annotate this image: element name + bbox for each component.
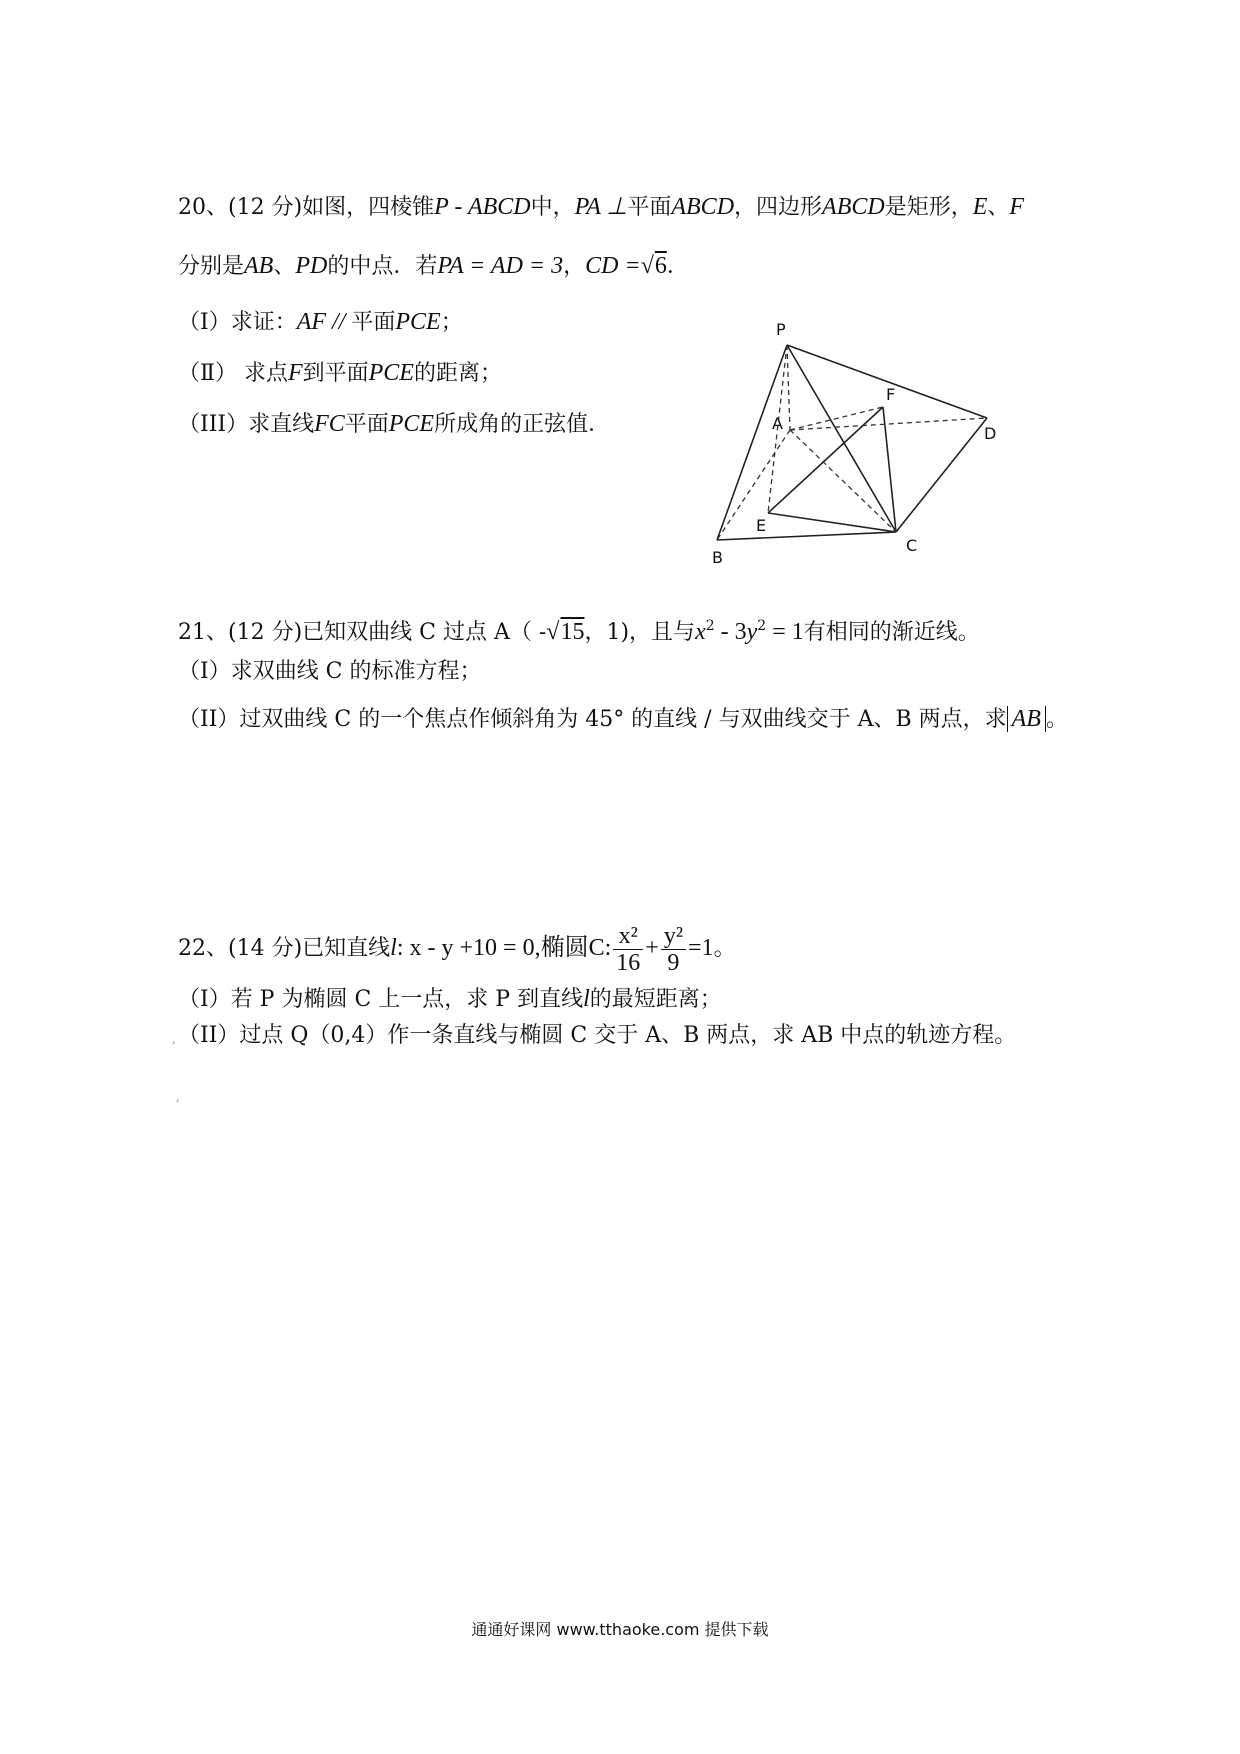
page-footer: 通通好课网 www.tthaoke.com 提供下载 xyxy=(471,1620,769,1639)
q20-part2: （Ⅱ） 求点F到平面PCE的距离； xyxy=(178,360,502,386)
q20-line2: 分别是AB、PD的中点．若PA = AD = 3，CD =√6． xyxy=(178,253,689,279)
label-E: E xyxy=(756,516,767,535)
q22-part2: （II）过点 Q（0,4）作一条直线与椭圆 C 交于 A、B 两点，求 AB 中点的轨迹方程。 xyxy=(178,1023,1017,1048)
fraction-x-sq-over-16: $\frac{\text{x²}}{16}$ xyxy=(613,923,643,976)
label-A: A xyxy=(772,414,783,433)
q22-line1: 22、(14 分)已知直线l: x - y +10 = 0,椭圆C: $\frac{\text{x²}}{16}$ + $\frac{\text{y²}}{9}$ =1。 xyxy=(178,922,736,976)
scan-mark: , xyxy=(176,1090,180,1104)
fraction-y-sq-over-9: $\frac{\text{y²}}{9}$ xyxy=(661,923,686,976)
label-B: B xyxy=(712,548,723,567)
label-P: P xyxy=(776,320,786,339)
q21-line1: 21、(12 分)已知双曲线 C 过点 A（ -√15，1)，且与$x^2 - 3y^2 = 1$有相同的渐近线。 xyxy=(178,618,980,645)
q21-part1: （Ⅰ）求双曲线 C 的标准方程； xyxy=(178,659,482,684)
q20-line1: 20、(12 分)如图，四棱锥P - ABCD中，PA ⊥平面ABCD，四边形ABCD是矩形，E、F xyxy=(178,194,1025,220)
pyramid-hidden-edges xyxy=(717,345,987,540)
label-C: C xyxy=(906,536,918,555)
q22-part1: （Ⅰ）若 P 为椭圆 C 上一点，求 P 到直线l的最短距离； xyxy=(178,986,722,1012)
q20-part3: （III）求直线FC平面PCE所成角的正弦值． xyxy=(178,411,611,437)
scan-mark: , xyxy=(172,1032,176,1046)
pyramid-figure xyxy=(700,315,1010,575)
label-F: F xyxy=(886,385,896,404)
q21-part2: （II）过双曲线 C 的一个焦点作倾斜角为 45° 的直线 / 与双曲线交于 A、B 两点，求 AB 。 xyxy=(178,706,1068,732)
q20-part1: （Ⅰ）求证：AF // 平面PCE； xyxy=(178,309,463,335)
sqrt-six: √6 xyxy=(640,253,667,279)
sqrt-fifteen: √15 xyxy=(546,619,585,645)
label-D: D xyxy=(984,424,997,443)
pyramid-edges xyxy=(717,345,987,540)
